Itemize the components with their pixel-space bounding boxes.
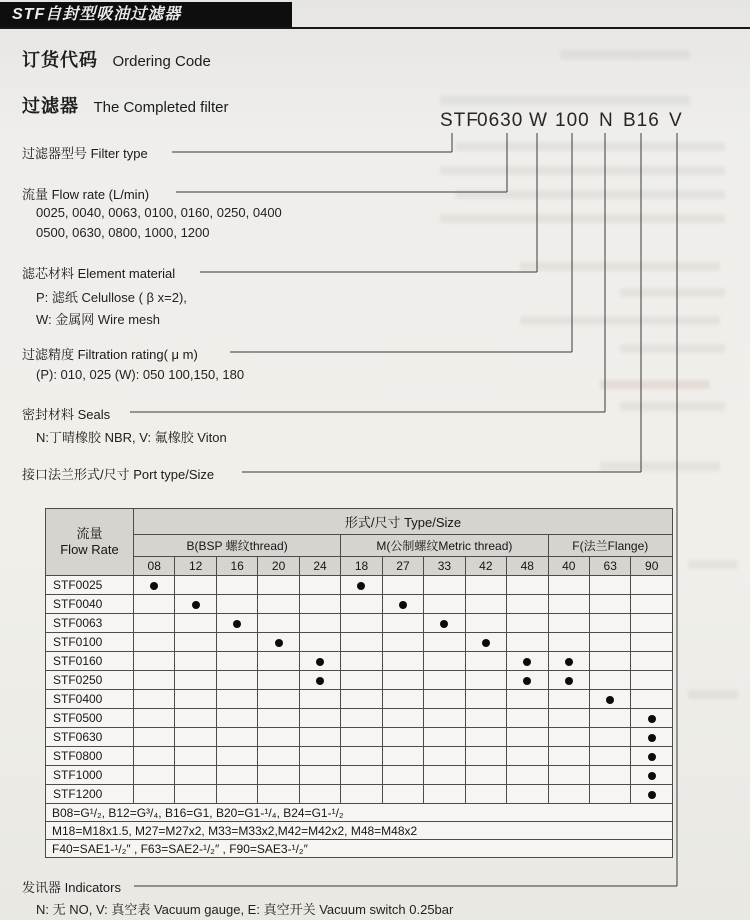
availability-cell	[134, 766, 175, 785]
availability-cell	[216, 690, 257, 709]
availability-cell	[424, 728, 465, 747]
availability-cell	[631, 633, 673, 652]
model-cell: STF1200	[46, 785, 134, 804]
model-cell: STF0400	[46, 690, 134, 709]
size-column-header: 16	[216, 557, 257, 576]
available-dot-icon	[399, 601, 407, 609]
availability-cell	[507, 785, 548, 804]
availability-cell	[216, 633, 257, 652]
availability-cell	[341, 614, 382, 633]
availability-cell	[589, 614, 630, 633]
availability-cell	[216, 671, 257, 690]
size-column-header: 12	[175, 557, 216, 576]
table-row	[46, 671, 673, 690]
availability-cell	[589, 652, 630, 671]
flow-rate-header	[46, 509, 134, 576]
availability-cell	[382, 576, 423, 595]
table-row	[46, 690, 673, 709]
availability-cell	[589, 671, 630, 690]
size-column-header: 20	[258, 557, 299, 576]
availability-cell	[631, 614, 673, 633]
footnote-row	[46, 840, 673, 858]
ordering-code	[0, 110, 750, 134]
availability-cell	[548, 652, 589, 671]
availability-cell	[589, 709, 630, 728]
availability-cell	[507, 576, 548, 595]
availability-cell	[424, 576, 465, 595]
availability-cell	[382, 709, 423, 728]
availability-cell	[258, 614, 299, 633]
table-header-row-3	[46, 557, 673, 576]
available-dot-icon	[275, 639, 283, 647]
model-cell: STF0800	[46, 747, 134, 766]
flow-rate-values-1: 0025, 0040, 0063, 0100, 0160, 0250, 0400	[36, 205, 282, 220]
available-dot-icon	[565, 658, 573, 666]
size-column-header: 48	[507, 557, 548, 576]
availability-cell	[465, 728, 506, 747]
availability-cell	[216, 576, 257, 595]
model-cell: STF1000	[46, 766, 134, 785]
availability-cell	[341, 709, 382, 728]
availability-cell	[631, 785, 673, 804]
availability-cell	[382, 595, 423, 614]
availability-cell	[631, 766, 673, 785]
availability-cell	[258, 576, 299, 595]
availability-cell	[589, 595, 630, 614]
availability-cell	[258, 652, 299, 671]
availability-cell	[465, 576, 506, 595]
availability-cell	[341, 728, 382, 747]
availability-cell	[424, 690, 465, 709]
footnote-text: M18=M18x1.5, M27=M27x2, M33=M33x2,M42=M42x2, M48=M48x2	[46, 822, 673, 840]
availability-cell	[216, 747, 257, 766]
availability-cell	[424, 652, 465, 671]
thread-group-header: B(BSP 螺纹thread)	[134, 535, 341, 557]
availability-cell	[175, 709, 216, 728]
availability-cell	[382, 766, 423, 785]
code-segment-flow-rate: 0630	[477, 110, 524, 131]
available-dot-icon	[606, 696, 614, 704]
availability-cell	[548, 614, 589, 633]
availability-cell	[631, 709, 673, 728]
availability-cell	[134, 785, 175, 804]
available-dot-icon	[523, 677, 531, 685]
availability-cell	[507, 690, 548, 709]
availability-cell	[424, 709, 465, 728]
availability-cell	[134, 576, 175, 595]
type-size-table	[45, 508, 673, 858]
model-cell: STF0025	[46, 576, 134, 595]
availability-cell	[424, 633, 465, 652]
available-dot-icon	[233, 620, 241, 628]
label-port-type: 接口法兰形式/尺寸 Port type/Size	[22, 467, 215, 482]
table-header-row-1	[46, 509, 673, 535]
availability-cell	[175, 633, 216, 652]
availability-cell	[258, 633, 299, 652]
table-row	[46, 652, 673, 671]
size-column-header: 42	[465, 557, 506, 576]
availability-cell	[134, 652, 175, 671]
model-cell: STF0250	[46, 671, 134, 690]
table-row	[46, 633, 673, 652]
footnote-text: F40=SAE1-¹/₂″ , F63=SAE2-¹/₂″ , F90=SAE3-¹/₂″	[46, 840, 673, 858]
availability-cell	[465, 766, 506, 785]
model-cell: STF0630	[46, 728, 134, 747]
availability-cell	[631, 595, 673, 614]
title-rule	[0, 27, 750, 29]
available-dot-icon	[316, 658, 324, 666]
availability-cell	[382, 614, 423, 633]
availability-cell	[258, 595, 299, 614]
availability-cell	[341, 766, 382, 785]
available-dot-icon	[648, 791, 656, 799]
availability-cell	[175, 595, 216, 614]
availability-cell	[548, 766, 589, 785]
label-element-material: 滤芯材料 Element material	[22, 266, 176, 281]
availability-cell	[341, 576, 382, 595]
availability-cell	[341, 671, 382, 690]
availability-cell	[424, 747, 465, 766]
availability-cell	[548, 690, 589, 709]
availability-cell	[631, 747, 673, 766]
availability-cell	[589, 728, 630, 747]
element-material-w: W: 金属网 Wire mesh	[36, 312, 160, 327]
availability-cell	[341, 690, 382, 709]
availability-cell	[589, 576, 630, 595]
availability-cell	[216, 766, 257, 785]
availability-cell	[175, 652, 216, 671]
availability-cell	[465, 690, 506, 709]
available-dot-icon	[482, 639, 490, 647]
availability-cell	[299, 595, 340, 614]
table-row	[46, 747, 673, 766]
available-dot-icon	[192, 601, 200, 609]
footnote-row	[46, 822, 673, 840]
label-filtration-rating: 过滤精度 Filtration rating( μ m)	[22, 347, 198, 362]
available-dot-icon	[565, 677, 573, 685]
code-segment-seals: N	[599, 110, 614, 131]
indicators-values: N: 无 NO, V: 真空表 Vacuum gauge, E: 真空开关 Vacuum switch 0.25bar	[36, 902, 454, 917]
label-seals: 密封材料 Seals	[22, 407, 111, 422]
thread-group-header: F(法兰Flange)	[548, 535, 672, 557]
availability-cell	[465, 785, 506, 804]
element-material-p: P: 滤纸 Celullose ( β x=2),	[36, 290, 187, 305]
availability-cell	[507, 671, 548, 690]
availability-cell	[382, 747, 423, 766]
availability-cell	[507, 766, 548, 785]
available-dot-icon	[523, 658, 531, 666]
availability-cell	[299, 576, 340, 595]
availability-cell	[175, 766, 216, 785]
availability-cell	[507, 652, 548, 671]
seals-values: N:丁晴橡胶 NBR, V: 氟橡胶 Viton	[36, 430, 227, 445]
availability-cell	[258, 690, 299, 709]
available-dot-icon	[357, 582, 365, 590]
availability-cell	[299, 766, 340, 785]
availability-cell	[631, 728, 673, 747]
series-title: STF自封型吸油过滤器	[12, 6, 182, 23]
availability-cell	[424, 614, 465, 633]
availability-cell	[465, 747, 506, 766]
available-dot-icon	[648, 715, 656, 723]
flow-rate-values-2: 0500, 0630, 0800, 1000, 1200	[36, 225, 210, 240]
availability-cell	[507, 728, 548, 747]
availability-cell	[299, 633, 340, 652]
availability-cell	[175, 614, 216, 633]
availability-cell	[548, 671, 589, 690]
table-row	[46, 728, 673, 747]
flow-rate-header-en: Flow Rate	[60, 542, 119, 557]
availability-cell	[424, 766, 465, 785]
filtration-rating-values: (P): 010, 025 (W): 050 100,150, 180	[36, 367, 245, 382]
availability-cell	[382, 690, 423, 709]
table-row	[46, 785, 673, 804]
availability-cell	[507, 595, 548, 614]
availability-cell	[216, 595, 257, 614]
code-segment-series: STF	[440, 110, 479, 131]
section-title-en: The Completed filter	[93, 99, 229, 116]
flow-rate-header-zh: 流量	[76, 526, 103, 541]
availability-cell	[589, 747, 630, 766]
availability-cell	[299, 690, 340, 709]
availability-cell	[134, 633, 175, 652]
availability-cell	[424, 595, 465, 614]
availability-cell	[341, 633, 382, 652]
availability-cell	[299, 614, 340, 633]
table-row	[46, 766, 673, 785]
availability-cell	[341, 652, 382, 671]
footnote-row	[46, 804, 673, 822]
availability-cell	[341, 595, 382, 614]
section-title-ordering-code	[22, 46, 211, 72]
availability-cell	[548, 728, 589, 747]
availability-cell	[134, 728, 175, 747]
availability-cell	[507, 614, 548, 633]
available-dot-icon	[150, 582, 158, 590]
availability-cell	[258, 766, 299, 785]
availability-cell	[216, 785, 257, 804]
availability-cell	[424, 671, 465, 690]
availability-cell	[382, 785, 423, 804]
availability-cell	[465, 595, 506, 614]
availability-cell	[258, 728, 299, 747]
availability-cell	[589, 690, 630, 709]
availability-cell	[465, 633, 506, 652]
availability-cell	[382, 652, 423, 671]
availability-cell	[299, 652, 340, 671]
availability-cell	[175, 785, 216, 804]
availability-cell	[216, 614, 257, 633]
availability-cell	[134, 671, 175, 690]
size-column-header: 08	[134, 557, 175, 576]
availability-cell	[589, 766, 630, 785]
availability-cell	[134, 747, 175, 766]
availability-cell	[631, 652, 673, 671]
series-title-bar	[0, 2, 292, 27]
availability-cell	[631, 576, 673, 595]
availability-cell	[299, 709, 340, 728]
available-dot-icon	[648, 772, 656, 780]
table-row	[46, 709, 673, 728]
label-flow-rate: 流量 Flow rate (L/min)	[22, 187, 150, 202]
size-column-header: 24	[299, 557, 340, 576]
availability-cell	[382, 728, 423, 747]
model-cell: STF0040	[46, 595, 134, 614]
availability-cell	[382, 671, 423, 690]
availability-cell	[134, 690, 175, 709]
section-title-zh: 订货代码	[22, 50, 98, 70]
available-dot-icon	[648, 753, 656, 761]
availability-cell	[507, 633, 548, 652]
size-column-header: 90	[631, 557, 673, 576]
availability-cell	[175, 576, 216, 595]
availability-cell	[258, 785, 299, 804]
size-column-header: 40	[548, 557, 589, 576]
availability-cell	[341, 747, 382, 766]
availability-cell	[548, 633, 589, 652]
availability-cell	[631, 671, 673, 690]
availability-cell	[548, 576, 589, 595]
availability-cell	[424, 785, 465, 804]
availability-cell	[258, 709, 299, 728]
code-segment-indicator: V	[669, 110, 683, 131]
availability-cell	[465, 614, 506, 633]
availability-cell	[548, 595, 589, 614]
available-dot-icon	[316, 677, 324, 685]
footnote-text: B08=G¹/₂, B12=G³/₄, B16=G1, B20=G1-¹/₄, B24=G1-¹/₂	[46, 804, 673, 822]
available-dot-icon	[648, 734, 656, 742]
availability-cell	[299, 671, 340, 690]
available-dot-icon	[440, 620, 448, 628]
model-cell: STF0160	[46, 652, 134, 671]
table-row	[46, 576, 673, 595]
availability-cell	[175, 690, 216, 709]
size-column-header: 18	[341, 557, 382, 576]
availability-cell	[134, 595, 175, 614]
availability-cell	[216, 709, 257, 728]
code-segment-port-size: B16	[623, 110, 660, 131]
availability-cell	[216, 652, 257, 671]
code-segment-filtration-rating: 100	[555, 110, 590, 131]
availability-cell	[465, 671, 506, 690]
code-segment-element-material: W	[529, 110, 548, 131]
availability-cell	[465, 709, 506, 728]
availability-cell	[299, 728, 340, 747]
size-column-header: 63	[589, 557, 630, 576]
model-cell: STF0100	[46, 633, 134, 652]
model-cell: STF0500	[46, 709, 134, 728]
model-cell: STF0063	[46, 614, 134, 633]
availability-cell	[258, 747, 299, 766]
availability-cell	[548, 785, 589, 804]
availability-cell	[507, 709, 548, 728]
section-title-en: Ordering Code	[112, 53, 211, 70]
availability-cell	[258, 671, 299, 690]
availability-cell	[134, 709, 175, 728]
table-row	[46, 614, 673, 633]
availability-cell	[299, 747, 340, 766]
availability-cell	[465, 652, 506, 671]
availability-cell	[299, 785, 340, 804]
availability-cell	[216, 728, 257, 747]
table-row	[46, 595, 673, 614]
type-size-header: 形式/尺寸 Type/Size	[134, 509, 673, 535]
size-column-header: 27	[382, 557, 423, 576]
table-header-row-2	[46, 535, 673, 557]
availability-cell	[548, 709, 589, 728]
availability-cell	[507, 747, 548, 766]
availability-cell	[341, 785, 382, 804]
label-indicators: 发讯器 Indicators	[22, 880, 121, 895]
availability-cell	[175, 671, 216, 690]
availability-cell	[134, 614, 175, 633]
label-filter-type: 过滤器型号 Filter type	[22, 146, 148, 161]
availability-cell	[631, 690, 673, 709]
section-title-zh: 过滤器	[22, 96, 79, 116]
availability-cell	[175, 728, 216, 747]
availability-cell	[548, 747, 589, 766]
availability-cell	[589, 633, 630, 652]
availability-cell	[382, 633, 423, 652]
size-column-header: 33	[424, 557, 465, 576]
availability-cell	[589, 785, 630, 804]
availability-cell	[175, 747, 216, 766]
thread-group-header: M(公制螺纹Metric thread)	[341, 535, 548, 557]
